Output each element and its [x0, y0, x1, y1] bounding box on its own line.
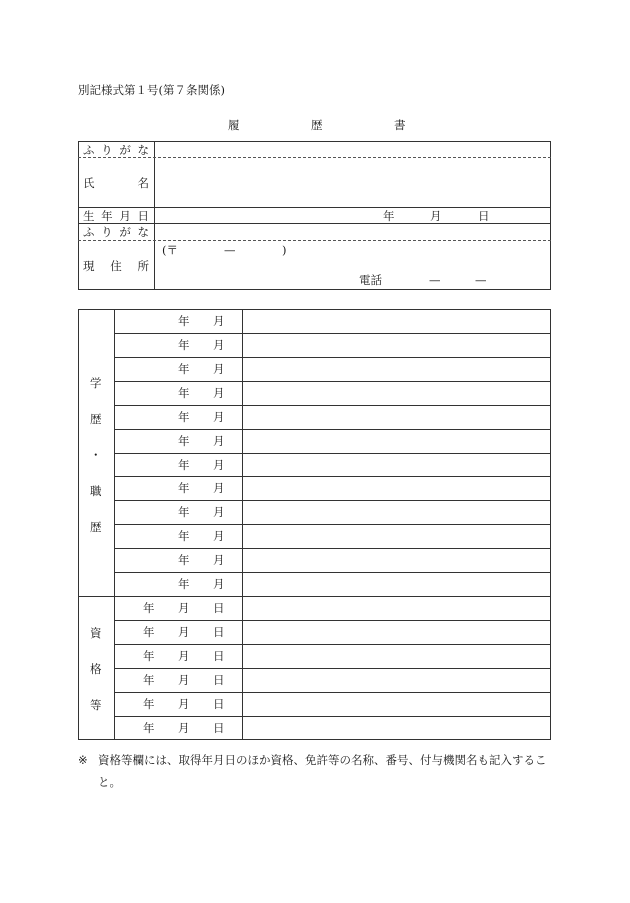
- birth-day-unit: 日: [478, 209, 490, 223]
- name-label: 氏 名: [83, 176, 149, 190]
- history-row-month: 月: [213, 361, 225, 376]
- history-label-char-1: 学: [90, 376, 102, 390]
- history-row-month: 月: [213, 529, 225, 544]
- name-field[interactable]: [156, 159, 549, 206]
- phone-dash-2: —: [475, 273, 487, 287]
- qualifications-label-char-1: 資: [90, 626, 102, 640]
- history-row-month: 月: [213, 385, 225, 400]
- qualification-row-month: 月: [178, 672, 190, 687]
- qualification-row-month: 月: [178, 648, 190, 663]
- birth-date-field[interactable]: [156, 208, 549, 222]
- phone-dash-1: —: [429, 273, 441, 287]
- title-char-1: 履: [228, 118, 240, 132]
- history-row-year: 年: [178, 433, 190, 448]
- footnote-mark: ※: [78, 753, 88, 767]
- history-row-field[interactable]: [244, 358, 549, 380]
- history-row-field[interactable]: [244, 454, 549, 476]
- history-row-month: 月: [213, 505, 225, 520]
- history-label-char-4: 職: [90, 484, 102, 498]
- history-label-char-3: ・: [90, 448, 102, 462]
- postal-open: (〒: [162, 243, 178, 257]
- qualification-row-day: 日: [213, 672, 225, 687]
- history-row-field[interactable]: [244, 430, 549, 452]
- furigana2-field[interactable]: [156, 224, 549, 239]
- qualification-row-field[interactable]: [244, 621, 549, 643]
- history-row-month: 月: [213, 337, 225, 352]
- footnote-text: 資格等欄には、取得年月日のほか資格、免許等の名称、番号、付与機関名も記入すること。: [98, 753, 547, 789]
- history-row-month: 月: [213, 577, 225, 592]
- history-row-field[interactable]: [244, 549, 549, 571]
- qualification-row-day: 日: [213, 696, 225, 711]
- history-row-field[interactable]: [244, 310, 549, 332]
- history-row-month: 月: [213, 314, 225, 328]
- birth-month-unit: 月: [430, 209, 442, 223]
- history-row-field[interactable]: [244, 525, 549, 547]
- personal-label-divider: [154, 141, 155, 290]
- furigana-field[interactable]: [156, 142, 549, 156]
- history-row-year: 年: [178, 337, 190, 352]
- history-row-month: 月: [213, 409, 225, 424]
- qualification-row-day: 日: [213, 720, 225, 735]
- history-row-month: 月: [213, 481, 225, 496]
- history-row-field[interactable]: [244, 406, 549, 428]
- qualification-row-field[interactable]: [244, 597, 549, 619]
- title-char-2: 歴: [311, 118, 323, 132]
- history-row-year: 年: [178, 457, 190, 472]
- history-row-year: 年: [178, 361, 190, 376]
- qualification-row-day: 日: [213, 624, 225, 639]
- history-row-year: 年: [178, 314, 190, 328]
- history-row-field[interactable]: [244, 382, 549, 404]
- qualification-row-month: 月: [178, 601, 190, 615]
- history-row-field[interactable]: [244, 477, 549, 499]
- qualification-row-field[interactable]: [244, 717, 549, 739]
- history-row-field[interactable]: [244, 573, 549, 595]
- history-row-month: 月: [213, 433, 225, 448]
- history-row-year: 年: [178, 481, 190, 496]
- history-row-month: 月: [213, 457, 225, 472]
- history-row-field[interactable]: [244, 334, 549, 356]
- postal-close: ): [282, 243, 287, 257]
- qualification-row-day: 日: [213, 648, 225, 663]
- qualifications-label-char-3: 等: [90, 698, 102, 712]
- qualification-row-field[interactable]: [244, 645, 549, 667]
- qualification-row-year: 年: [143, 720, 155, 735]
- qualification-row-month: 月: [178, 696, 190, 711]
- phone-label: 電話: [359, 273, 382, 287]
- address-label: 現 住 所: [83, 259, 149, 273]
- history-row-year: 年: [178, 577, 190, 592]
- qualification-row-field[interactable]: [244, 693, 549, 715]
- history-label-char-5: 歴: [90, 520, 102, 534]
- qualification-row-year: 年: [143, 648, 155, 663]
- postal-dash: —: [224, 243, 236, 257]
- qualification-row-year: 年: [143, 672, 155, 687]
- birth-year-unit: 年: [383, 209, 395, 223]
- history-label-char-2: 歴: [90, 412, 102, 426]
- birth-date-label: 生 年 月 日: [83, 209, 149, 223]
- history-row-year: 年: [178, 385, 190, 400]
- qualification-row-field[interactable]: [244, 669, 549, 691]
- history-row-year: 年: [178, 553, 190, 568]
- qualification-row-day: 日: [213, 601, 225, 615]
- furigana2-label: ふ り が な: [83, 225, 149, 239]
- history-row-field[interactable]: [244, 501, 549, 523]
- qualifications-label-char-2: 格: [90, 662, 102, 676]
- form-number: 別記様式第１号(第７条関係): [78, 83, 225, 97]
- footnote: [78, 749, 556, 793]
- qualification-row-year: 年: [143, 624, 155, 639]
- furigana-label: ふ り が な: [83, 143, 149, 157]
- history-row-year: 年: [178, 505, 190, 520]
- history-row-month: 月: [213, 553, 225, 568]
- qualification-row-year: 年: [143, 601, 155, 615]
- qualification-row-year: 年: [143, 696, 155, 711]
- furigana-dashed-line: [78, 157, 551, 158]
- qualification-row-month: 月: [178, 624, 190, 639]
- title-char-3: 書: [394, 118, 406, 132]
- qualification-row-month: 月: [178, 720, 190, 735]
- history-row-year: 年: [178, 409, 190, 424]
- address-field[interactable]: [156, 241, 549, 288]
- history-row-year: 年: [178, 529, 190, 544]
